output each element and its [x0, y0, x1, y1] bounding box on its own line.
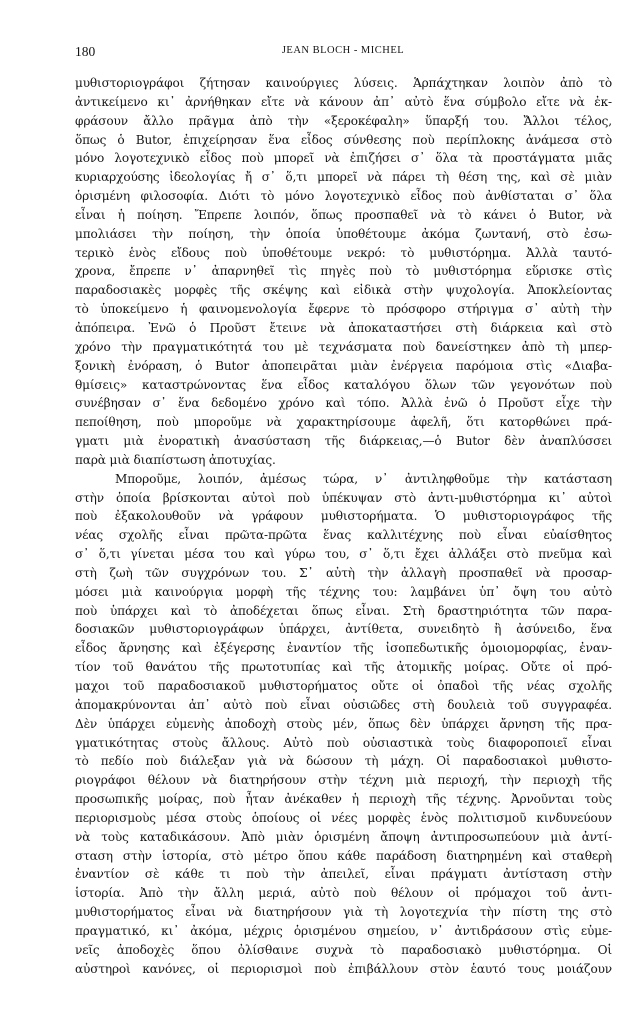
text-line: ἱστορία. Ἀπὸ τὴν ἄλλη μεριά, αὐτὸ ποὺ θέλουν οἱ πρόμαχοι τοῦ ἀντι-	[75, 886, 612, 901]
text-line: ἐναντίον σὲ κάθε τι ποὺ τὴν ἀπειλεῖ, εἶναι πράγματι ἀντίσταση στὴν	[75, 867, 612, 882]
text-line: στὴ ζωὴ τῶν συγχρόνων του. Σ᾿ αὐτὴ τὴν ἀλλαγὴ προσπαθεῖ νὰ προσαρ-	[75, 565, 612, 580]
text-line: συνέβησαν σ᾿ ἕνα δεδομένο χρόνο καὶ τόπο. Ἀλλὰ ἐνῶ ὁ Προῦστ εἶχε τὴν	[75, 396, 612, 411]
text-line: ποὺ ὑπάρχει καὶ τὸ ἀποδέχεται ὅπως εἶναι. Στὴ δραστηριότητα τῶν παρα-	[75, 603, 612, 618]
text-line: κυριαρχούσης ἰδεολογίας ἤ σ᾿ ὅ,τι μπορεῖ νὰ πάρει τὴ θέση της, καὶ σὲ μιὰν	[75, 170, 612, 185]
text-line: τὸ πεδίο ποὺ διάλεξαν γιὰ νὰ δώσουν τὴ μάχη. Οἱ παραδοσιακοὶ μυθιστο-	[75, 754, 612, 769]
text-line: μυθιστορήματος εἶναι νὰ διατηρήσουν γιὰ τὴ λογοτεχνία τὴν πίστη της στὸ	[75, 905, 612, 920]
paragraph	[75, 470, 612, 979]
paragraph	[75, 74, 612, 470]
text-line: χρόνο τὴν πραγματικότητά του μὲ τεχνάσματα ποὺ δανείστηκεν ἀπὸ τὴ μπερ-	[75, 339, 612, 354]
text-line: ἀπομακρύνονται ἀπ᾿ αὐτὸ ποὺ εἶναι οὐσιῶδες στὴ δουλειὰ τοῦ συγγραφέα.	[75, 697, 612, 712]
text-line: γματι μιὰ ἐνορατικὴ ἀνασύσταση τῆς διάρκειας,—ὁ Butor δὲν ἀναπλύσσει	[75, 434, 612, 449]
text-line: νεῖς ἀποδοχὲς ὅπου ὀλίσθαινε συχνὰ τὸ παραδοσιακὸ μυθιστόρημα. Οἱ	[75, 942, 612, 957]
text-line: ἀπόπειρα. Ἐνῶ ὁ Προῦστ ἔτεινε νὰ ἀποκαταστήσει στὴ διάρκεια καὶ στὸ	[75, 320, 612, 335]
text-line: παρὰ μιὰ διαπίστωση ἀποτυχίας.	[75, 452, 276, 467]
text-line: θμίσεις» καταστρώνοντας ἕνα εἶδος καταλόγου ὅλων τῶν γεγονότων ποὺ	[75, 377, 612, 392]
text-line: σταση στὴν ἱστορία, στὸ μέτρο ὅπου κάθε παράδοση διατηρημένη καὶ σταθερὴ	[75, 848, 612, 863]
text-line: μπολιάσει τὴν ποίηση, τὴν ὁποία ὑποθέτουμε ἀκόμα ζωντανή, στὸ ἐσω-	[75, 226, 612, 241]
text-line: πεποίθηση, ποὺ μποροῦμε νὰ χαρακτηρίσουμε ἀφελῆ, ὅτι κατορθώνει πρά-	[75, 415, 612, 430]
text-line: στὴν ὁποία βρίσκονται αὐτοὶ ποὺ ὑπέκυψαν στὸ ἀντι-μυθιστόρημα κι᾿ αὐτοὶ	[75, 490, 612, 505]
text-line: μόσει μιὰ καινούργια μορφὴ τῆς τέχνης του: λαμβάνει ὑπ᾿ ὄψη του αὐτὸ	[75, 584, 612, 599]
text-line: πραγματικό, κι᾿ ἀκόμα, μέχρις ὁρισμένου σημείου, ν᾿ ἀντιδράσουν στὶς εὐμε-	[75, 923, 612, 938]
text-line: μυθιστοριογράφοι ζήτησαν καινούργιες λύσεις. Ἁρπάχτηκαν λοιπὸν ἀπὸ τὸ	[75, 76, 612, 90]
text-line: ὅπως ὁ Butor, ἐπιχείρησαν ἕνα εἶδος σύνθεσης ποὺ περίπλοκης ἀνάμεσα στὸ	[75, 132, 612, 147]
text-line: νέας σχολῆς εἶναι πρῶτα-πρῶτα ἕνας καλλιτέχνης ποὺ εἶναι εὐαίσθητος	[75, 528, 612, 543]
text-line: τὸ ὑποκείμενο ἡ φαινομενολογία ἔφερνε τὸ πρόσφορο στήριγμα σ᾿ αὐτὴ τὴν	[75, 302, 612, 317]
text-line: σ᾿ ὅ,τι γίνεται μέσα του καὶ γύρω του, σ᾿ ὅ,τι ἔχει ἀλλάξει στὸ πνεῦμα καὶ	[75, 547, 612, 562]
text-line: αὐστηροὶ κανόνες, οἱ περιορισμοὶ ποὺ ἐπιβάλλουν στὸν ἑαυτό τους μοιάζουν	[75, 961, 612, 976]
text-line: περιορισμοὺς μέσα στοὺς ὁποίους οἱ νέες μορφὲς ἑνὸς πολιτισμοῦ κινδυνεύουν	[75, 810, 612, 825]
text-line: χρονα, ἔπρεπε ν᾿ ἀπαρνηθεῖ τὶς πηγὲς ποὺ τὸ μυθιστόρημα εὕρισκε στὶς	[75, 264, 612, 279]
running-head: JEAN BLOCH - MICHEL	[281, 45, 405, 56]
page-header	[75, 44, 611, 62]
text-line: ποὺ ἐξακολουθοῦν νὰ γράφουν μυθιστορήματα. Ὁ μυθιστοριογράφος τῆς	[75, 509, 612, 524]
text-line: ριογράφοι θέλουν νὰ διατηρήσουν στὴν τέχνη μιὰ περιοχή, τὴν περιοχὴ τῆς	[75, 773, 612, 788]
text-line: μαχοι τοῦ παραδοσιακοῦ μυθιστορήματος οὔτε οἱ ὀπαδοὶ τῆς νέας σχολῆς	[75, 679, 612, 693]
text-line: Δὲν ὑπάρχει εὐμενὴς ἀποδοχὴ στοὺς μέν, ὅπως δὲν ὑπάρχει ἄρνηση τῆς πρα-	[75, 716, 612, 731]
text-line: τερικὸ ἑνὸς εἴδους ποὺ ὑποθέτουμε νεκρό: τὸ μυθιστόρημα. Ἀλλὰ ταυτό-	[75, 245, 612, 260]
text-line: εἶδος ἄρνησης καὶ ἐξέγερσης ἐναντίον τῆς ἰσοπεδωτικῆς ὁμοιομορφίας, ἐναν-	[75, 641, 612, 656]
text-line: δοσιακῶν μυθιστοριογράφων ὑπάρχει, ἀντίθετα, συνειδητὸ ἢ ἀσύνειδο, ἕνα	[75, 622, 612, 637]
text-line: ὁρισμένη φιλοσοφία. Διότι τὸ μόνο λογοτεχνικὸ εἶδος ποὺ ἀνθίσταται σ᾿ ὅλα	[75, 189, 612, 204]
text-line: τίον τοῦ θανάτου τῆς πρωτοτυπίας καὶ τῆς ἀτομικῆς μοίρας. Οὔτε οἱ πρό-	[75, 660, 612, 675]
text-line: ξονικὴ ἐνόραση, ὁ Butor ἀποπειρᾶται μιὰν ἐνέργεια παρόμοια στὶς «Διαβα-	[75, 358, 612, 373]
text-line: προσωπικῆς μοίρας, ποὺ ἦταν ἀνέκαθεν ἡ περιοχὴ τῆς τέχνης. Ἀρνοῦνται τοὺς	[75, 792, 612, 807]
page-number: 180	[75, 44, 96, 59]
text-line: παραδοσιακὲς μορφὲς τῆς σκέψης καὶ εἰδικὰ στὴν ψυχολογία. Ἀποκλείοντας	[75, 283, 612, 298]
text-line: νὰ τοὺς καταδικάσουν. Ἀπὸ μιὰν ὁρισμένη ἄποψη ἀντιπροσωπεύουν μιὰ ἀντί-	[75, 829, 612, 844]
text-line: γματικότητας στοὺς ἄλλους. Αὐτὸ ποὺ οὐσιαστικὰ τοὺς διαφοροποιεῖ εἶναι	[75, 735, 612, 750]
text-line: φράσουν ἄλλο πρᾶγμα ἀπὸ τὴν «ξεροκέφαλη» ὕπαρξή του. Ἄλλοι τέλος,	[75, 113, 612, 128]
text-line: ἀντικείμενο κι᾿ ἀρνήθηκαν εἴτε νὰ κάνουν ἀπ᾿ αὐτὸ ἕνα σύμβολο εἴτε νὰ ἐκ-	[75, 94, 612, 109]
body-text	[75, 74, 612, 979]
text-line: μόνο λογοτεχνικὸ εἶδος ποὺ μπορεῖ νὰ ἐπιζήσει σ᾿ ὅλα τὰ προστάγματα μιᾶς	[75, 151, 612, 166]
text-line: εἶναι ἡ ποίηση. Ἔπρεπε λοιπόν, ὅπως προσπαθεῖ νὰ τὸ κάνει ὁ Butor, νὰ	[75, 207, 612, 222]
text-line: Μποροῦμε, λοιπόν, ἀμέσως τώρα, ν᾿ ἀντιληφθοῦμε τὴν κατάσταση	[115, 471, 612, 486]
